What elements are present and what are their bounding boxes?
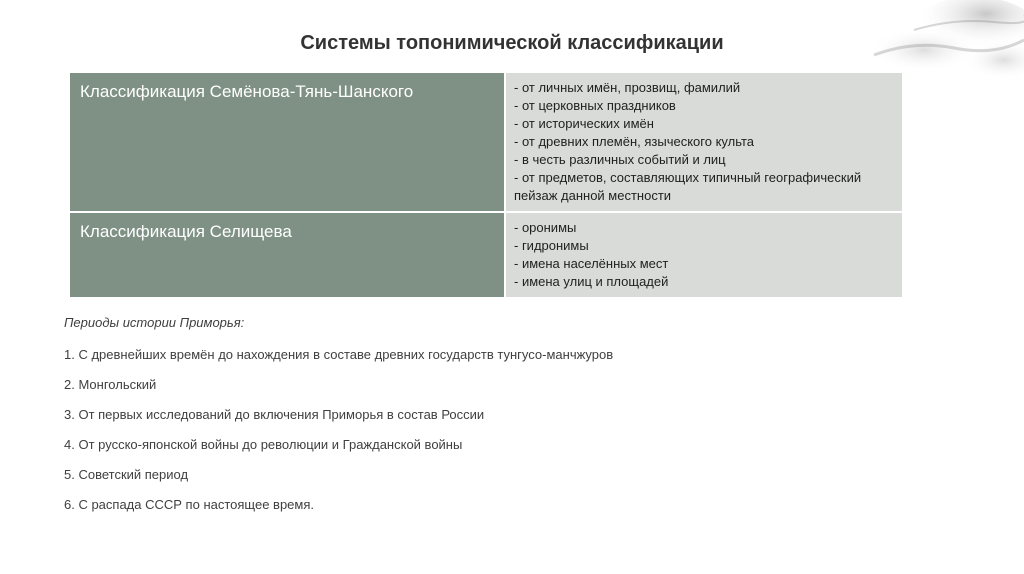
period-item: 5. Советский период <box>64 467 189 482</box>
classification-name: Классификация Селищева <box>70 213 506 297</box>
table-row <box>70 213 902 297</box>
list-item: - от древних племён, языческого культа <box>514 134 755 149</box>
list-item: - от церковных праздников <box>514 98 676 113</box>
classification-table <box>70 73 902 297</box>
list-item: - гидронимы <box>514 238 589 253</box>
periods-heading: Периоды истории Приморья: <box>64 315 245 330</box>
page-title: Системы топонимической классификации <box>300 32 724 54</box>
table-row <box>70 73 902 213</box>
list-item: - имена населённых мест <box>514 256 669 271</box>
list-item: - оронимы <box>514 220 577 235</box>
periods-section <box>64 315 964 527</box>
list-item: - имена улиц и площадей <box>514 274 669 289</box>
list-item: - от исторических имён <box>514 116 654 131</box>
period-item: 2. Монгольский <box>64 377 157 392</box>
period-item: 6. С распада СССР по настоящее время. <box>64 497 315 512</box>
classification-name: Классификация Семёнова-Тянь-Шанского <box>70 73 506 213</box>
period-item: 1. С древнейших времён до нахождения в составе древних государств тунгусо-манчжуров <box>64 347 614 362</box>
period-item: 3. От первых исследований до включения Приморья в состав России <box>64 407 485 422</box>
list-item: - от личных имён, прозвищ, фамилий <box>514 80 741 95</box>
list-item: - в честь различных событий и лиц <box>514 152 726 167</box>
period-item: 4. От русско-японской войны до революции и Гражданской войны <box>64 437 463 452</box>
classification-items <box>506 73 902 213</box>
classification-items <box>506 213 902 297</box>
list-item: - от предметов, составляющих типичный географический пейзаж данной местности <box>514 170 862 203</box>
periods-list <box>64 347 964 513</box>
